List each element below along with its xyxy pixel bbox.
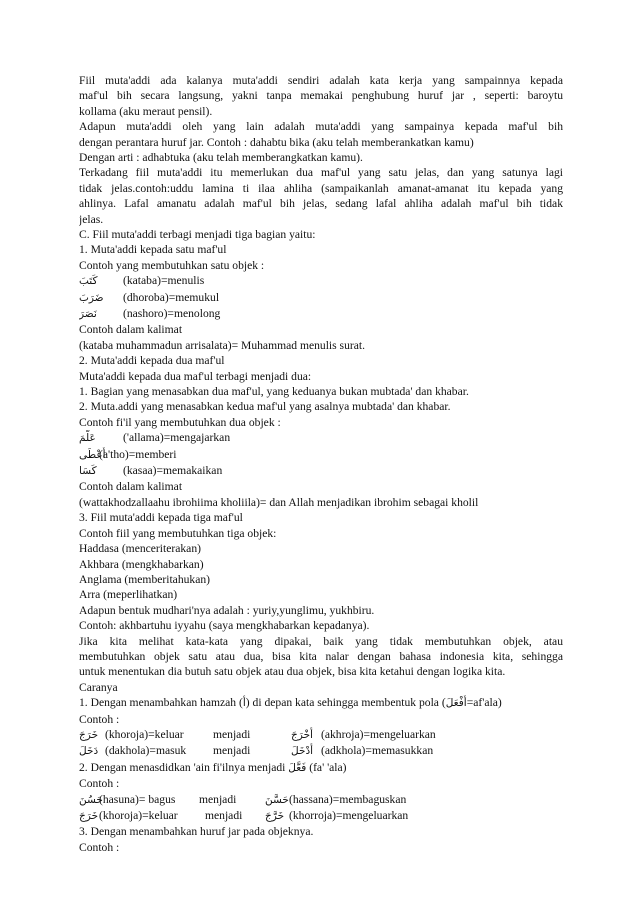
text-line: untuk menentukan dia butuh satu objek atau dua objek, bisa kita ketahui dengan logika kita. xyxy=(79,665,506,679)
example-row xyxy=(79,463,563,479)
method-text: 2. Dengan menasdidkan 'ain fi'ilnya menjadi xyxy=(79,760,289,774)
base-meaning: (khoroja)=keluar xyxy=(99,808,178,822)
arabic-word: دَخَلَ xyxy=(79,745,99,758)
example-word: Akhbara (mengkhabarkan) xyxy=(79,557,204,571)
section-heading-c: C. Fiil muta'addi terbagi menjadi tiga bagian yaitu: xyxy=(79,227,316,241)
example-row xyxy=(79,447,563,463)
arabic-word: كَتَبَ xyxy=(79,275,98,288)
example-meaning: (nashoro)=menolong xyxy=(123,307,221,320)
base-meaning: (khoroja)=keluar xyxy=(105,727,184,741)
arabic-word: ضَرَبَ xyxy=(79,291,104,304)
arabic-word: خَرَجَ xyxy=(79,809,99,822)
arabic-word: خَرَّجَ xyxy=(265,809,285,822)
text-line: Jika kita melihat kata-kata yang dipakai, baik yang tidak membutuhkan objek, atau xyxy=(79,634,563,648)
text-line: tidak jelas.contoh:uddu lamina ti ilaa ahliha (sampaikanlah amanat-amanat itu kepada yang xyxy=(79,181,563,195)
conversion-row xyxy=(79,727,563,743)
method-heading xyxy=(79,760,563,776)
method-text: (fa' 'ala) xyxy=(306,760,347,774)
contoh-label: Contoh : xyxy=(79,840,120,854)
example-word: Anglama (memberitahukan) xyxy=(79,572,211,586)
item-intro: Contoh fiil yang membutuhkan tiga objek: xyxy=(79,526,277,540)
conversion-row xyxy=(79,808,563,824)
method-heading xyxy=(79,695,563,711)
derived-meaning: (khorroja)=mengeluarkan xyxy=(289,808,409,822)
example-meaning: (a'tho)=memberi xyxy=(99,447,177,461)
text-line: Adapun muta'addi oleh yang lain adalah muta'addi yang sampainya kepada maf'ul bih xyxy=(79,120,563,134)
item-intro: Contoh fi'il yang membutuhkan dua objek : xyxy=(79,415,281,429)
arabic-word: أَدْخَلَ xyxy=(291,745,314,758)
paragraph-two-objects xyxy=(79,165,563,227)
text-line: Terkadang fiil muta'addi itu memerlukan dua maf'ul yang satu jelas, dan yang satunya lagi xyxy=(79,166,563,180)
text-line: membutuhkan objek satu atau dua, bisa kita nalar dengan bahasa indonesia kita, sehingga xyxy=(79,649,563,663)
text-line: maf'ul bih secara langsung, yakni tanpa memakai penghubung huruf jar , seperti: baroytu xyxy=(79,89,563,103)
item-intro: Contoh yang membutuhkan satu objek : xyxy=(79,258,265,272)
derived-meaning: (hassana)=membaguskan xyxy=(289,792,407,806)
sub-item: 2. Muta.addi yang menasabkan kedua maf'ul yang asalnya mubtada' dan khabar. xyxy=(79,400,451,414)
item-heading: 1. Muta'addi kepada satu maf'ul xyxy=(79,243,227,257)
example-meaning: (kataba)=menulis xyxy=(123,274,205,288)
paragraph-indirect-transitive xyxy=(79,119,563,165)
arabic-word: أَخْرَجَ xyxy=(291,728,313,741)
sentence-label: Contoh dalam kalimat xyxy=(79,323,183,337)
paragraph-direct-transitive xyxy=(79,73,563,119)
example-row xyxy=(79,306,563,322)
arabic-word: أَعْطَى xyxy=(79,448,106,461)
arabic-word: نَصَرَ xyxy=(79,308,97,320)
item-intro: Muta'addi kepada dua maf'ul terbagi menjadi dua: xyxy=(79,369,312,383)
item-three-objects xyxy=(79,510,563,633)
example-meaning: (dhoroba)=memukul xyxy=(123,290,220,304)
arabic-word: حَسُنَ xyxy=(79,793,103,806)
hamzah-letter: أ xyxy=(242,697,246,710)
example-row xyxy=(79,430,563,446)
method-text: =af'ala) xyxy=(466,696,502,710)
conversion-row xyxy=(79,743,563,759)
method-three xyxy=(79,824,563,855)
caranya-heading: Caranya xyxy=(79,680,118,694)
method-one xyxy=(79,695,563,760)
method-two xyxy=(79,760,563,825)
document-body xyxy=(79,73,563,855)
text-line: jelas. xyxy=(79,212,104,226)
pattern-word: أَفْعَلَ xyxy=(445,697,467,710)
item-two-objects xyxy=(79,353,563,510)
pattern-word: فَعَّلَ xyxy=(288,761,307,774)
example-word: Arra (meperlihatkan) xyxy=(79,588,178,602)
example-sentence: (wattakhodzallaahu ibrohiima kholiila)= dan Allah menjadikan ibrohim sebagai kholil xyxy=(79,495,479,509)
text-line: Fiil muta'addi ada kalanya muta'addi sendiri adalah kata kerja yang sampainnya kepada xyxy=(79,74,563,87)
example-row xyxy=(79,273,563,289)
menjadi-label: menjadi xyxy=(205,808,243,822)
example-meaning: ('allama)=mengajarkan xyxy=(123,431,231,445)
menjadi-label: menjadi xyxy=(213,727,251,741)
example-word: Haddasa (menceriterakan) xyxy=(79,542,201,556)
text-line: kollama (aku meraut pensil). xyxy=(79,104,213,118)
arabic-word: خَرَجَ xyxy=(79,728,99,741)
method-heading: 3. Dengan menambahkan huruf jar pada objeknya. xyxy=(79,825,314,839)
derived-meaning: (akhroja)=mengeluarkan xyxy=(321,727,436,741)
text-line: Dengan arti : adhabtuka (aku telah memberangkatkan kamu). xyxy=(79,150,363,164)
example-meaning: (kasaa)=memakaikan xyxy=(123,464,223,478)
example-sentence: Contoh: akhbartuhu iyyahu (saya mengkhabarkan kepadanya). xyxy=(79,619,370,633)
derived-meaning: (adkhola)=memasukkan xyxy=(321,744,434,758)
conversion-row xyxy=(79,792,563,808)
paragraph-logic xyxy=(79,634,563,680)
menjadi-label: menjadi xyxy=(199,792,237,806)
arabic-word: حَسَّنَ xyxy=(265,793,289,806)
arabic-word: كَسَا xyxy=(79,465,97,478)
arabic-word: عَلَّمَ xyxy=(79,432,96,445)
example-sentence: (kataba muhammadun arrisalata)= Muhammad menulis surat. xyxy=(79,338,365,352)
contoh-label: Contoh : xyxy=(79,777,120,791)
item-heading: 2. Muta'addi kepada dua maf'ul xyxy=(79,354,225,368)
item-one-object xyxy=(79,242,563,353)
contoh-label: Contoh : xyxy=(79,712,120,726)
base-meaning: (hasuna)= bagus xyxy=(99,792,176,806)
menjadi-label: menjadi xyxy=(213,744,251,758)
text-line: ahlinya. Lafal amanatu adalah maf'ul bih jelas, sedang lafal ahliha adalah maf'ul bih tidak xyxy=(79,197,563,211)
example-row xyxy=(79,290,563,306)
text-line: dengan perantara huruf jar. Contoh : dahabtu bika (aku telah memberankatkan kamu) xyxy=(79,135,474,149)
sentence-label: Contoh dalam kalimat xyxy=(79,480,183,494)
method-text: 1. Dengan menambahkan hamzah ( xyxy=(79,696,243,710)
item-heading: 3. Fiil muta'addi kepada tiga maf'ul xyxy=(79,511,243,525)
sub-item: 1. Bagian yang menasabkan dua maf'ul, yang keduanya bukan mubtada' dan khabar. xyxy=(79,385,469,399)
method-text: ) di depan kata sehingga membentuk pola ( xyxy=(245,696,446,710)
base-meaning: (dakhola)=masuk xyxy=(105,744,187,758)
mudhari-forms: Adapun bentuk mudhari'nya adalah : yuriy,yunglimu, yukhbiru. xyxy=(79,603,375,617)
